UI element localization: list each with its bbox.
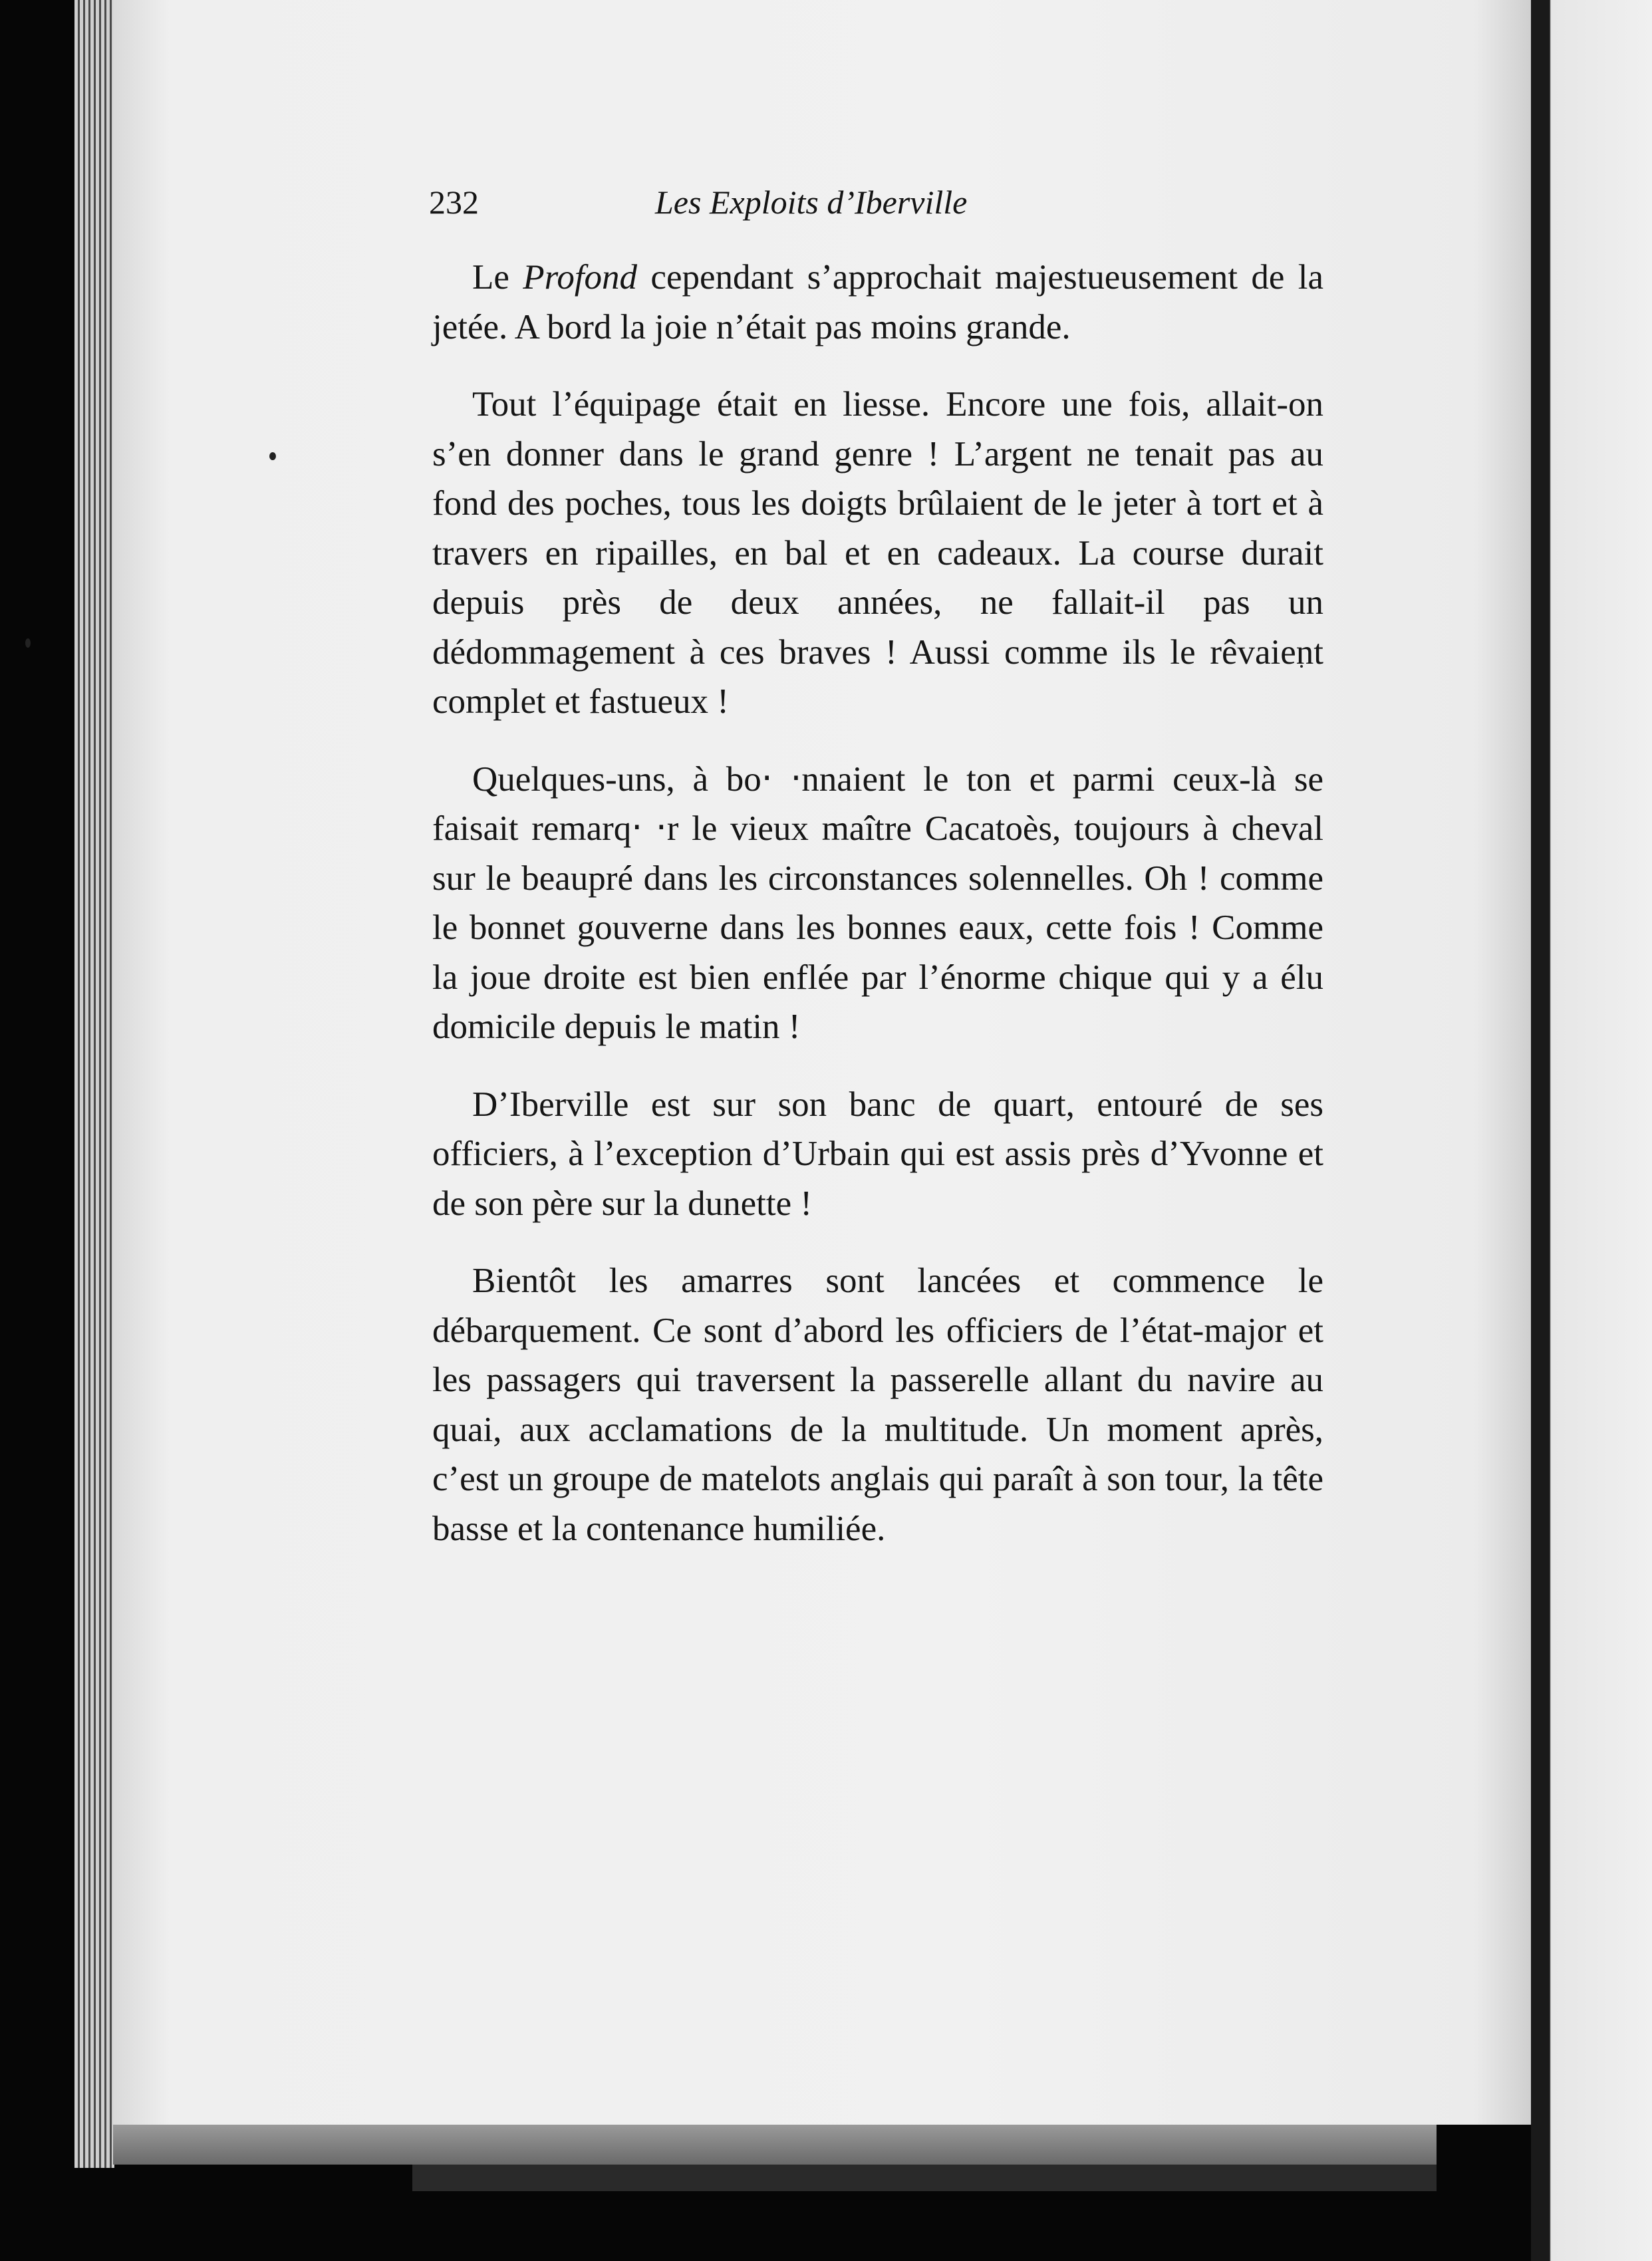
page-number: 232 — [429, 184, 479, 221]
bottom-strip — [412, 2165, 1437, 2191]
dust-speck — [269, 452, 276, 460]
paragraph: Bientôt les amarres sont lancées et commence le débarquement. Ce sont d’abord les officiers de l’état-major et les passagers qui traversent la passerelle allant du navire au quai, aux acclamations de la multitude. Un moment après, c’est un groupe de matelots anglais qui paraît à son tour, la tête basse et la contenance humiliée. — [432, 1262, 1323, 1548]
paragraph: D’Iberville est sur son banc de quart, entouré de ses officiers, à l’exception d’Urbain qui est assis près d’Yvonne et de son père sur la dunette ! — [432, 1085, 1323, 1223]
page-shadow — [113, 2125, 1437, 2165]
running-title: Les Exploits d’Iberville — [655, 184, 968, 221]
paragraph: Quelques-uns, à bo‧ ‧nnaient le ton et parmi ceux-là se faisait remarq‧ ‧r le vieux maître Cacatoès, toujours à cheval sur le beaupré dans les circonstances solennelles. Oh ! comme le bonnet gouverne dans les bonnes eaux, cette fois ! Comme la joue droite est bien enflée par l’énorme chique qui y a élu domicile depuis le matin ! — [432, 759, 1323, 1046]
running-header — [429, 183, 1327, 229]
paragraph-rest: cependant s’approchait majestueusement de la jetée. A bord la joie n’était pas moins grande. — [432, 258, 1323, 346]
body-text — [432, 253, 1323, 1581]
dust-speck — [25, 638, 31, 648]
facing-page-edge — [1531, 0, 1652, 2261]
paragraph — [432, 253, 1323, 352]
paragraph-start: Le — [472, 258, 523, 297]
ship-name: Profond — [523, 258, 638, 297]
page-edges — [74, 0, 114, 2168]
paragraph: Tout l’équipage était en liesse. Encore une fois, allait-on s’en donner dans le grand genre ! L’argent ne tenait pas au fond des poches, tous les doigts brûlaient de le jeter à tort et à travers en ripailles, en bal et en cadeaux. La course durait depuis près de deux années, ne fallait-il pas un dédommagement à ces braves ! Aussi comme ils le rêvaient complet et fastueux ! — [432, 385, 1323, 721]
